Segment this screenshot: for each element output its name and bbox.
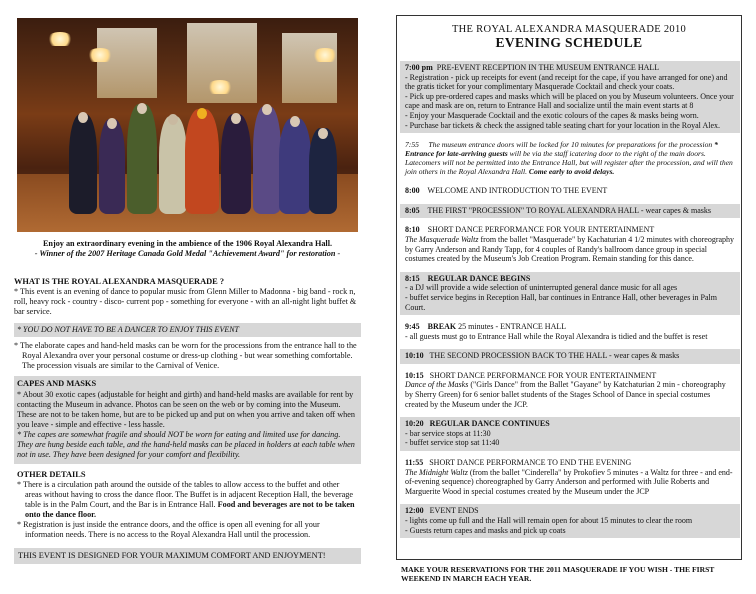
figure-head (78, 112, 88, 123)
masquerade-photo (17, 18, 358, 232)
schedule-item-1155 (400, 456, 740, 499)
figure-head (318, 128, 328, 139)
schedule-line: - Enjoy your Masquerade Cocktail and the exotic colours of the capes & masks being worn. (405, 110, 699, 120)
right-column (396, 15, 742, 581)
costumed-figure (253, 106, 281, 214)
schedule-time: 7:55 (405, 140, 419, 150)
costumed-figure (99, 119, 125, 214)
costumed-figure (185, 109, 219, 214)
schedule-line: - buffet service stop sat 11:40 (405, 438, 500, 448)
performance-title: Dance of the Masks (405, 380, 469, 390)
reservation-footer: MAKE YOUR RESERVATIONS FOR THE 2011 MASQUERADE IF YOU WISH - THE FIRST WEEKEND IN MARCH EACH YEAR. (401, 565, 715, 583)
schedule-time: 7:00 pm (405, 63, 433, 72)
schedule-event: REGULAR DANCE CONTINUES (429, 419, 550, 429)
schedule-title: THE ROYAL ALEXANDRA MASQUERADE 2010 (451, 24, 687, 35)
schedule-time: 8:00 (405, 186, 420, 196)
schedule-line: - Pick up pre-ordered capes and masks which will be placed on you by Museum volunteers. Once your cape and mask are on, return to Entrance Hall and socialize until the main event starts at 8 (405, 91, 734, 111)
schedule-line: - lights come up full and the Hall will remain open for about 15 minutes to clear the room (405, 516, 693, 525)
capes-intro: * The elaborate capes and hand-held masks can be worn for the processions from the entrance hall to the Royal Alexandra over your personal costume or dress-up clothing - but wear something comfortable. The procession visuals are similar to the Carnival of Venice. (14, 341, 357, 371)
comfort-banner: THIS EVENT IS DESIGNED FOR YOUR MAXIMUM COMFORT AND ENJOYMENT! (14, 548, 361, 564)
schedule-item-1200 (400, 504, 740, 538)
capes-section (14, 376, 361, 463)
other-detail-1-bold: Food and beverages are not to be taken onto the dance floor. (25, 499, 355, 519)
costumed-figure (159, 116, 187, 214)
schedule-event: REGULAR DANCE BEGINS (427, 273, 531, 283)
other-detail-1-text: * There is a circulation path around the outside of the tables to allow access to the buffet and other areas without having to cross the dance floor. The Buffet is in adjacent Reception Hall, the beverage table is in the Palm Court, and the Bar is in Entrance Hall. (17, 479, 353, 509)
schedule-time: 10:10 (405, 351, 424, 361)
schedule-event: WELCOME AND INTRODUCTION TO THE EVENT (427, 186, 608, 196)
left-column (14, 18, 361, 564)
schedule-time: 9:45 (405, 322, 420, 332)
schedule-line: - Purchase bar tickets & check the assigned table seating chart for your location in the Royal Alex. (405, 120, 721, 130)
come-early-note: Come early to avoid delays. (528, 167, 615, 177)
costumed-figure (127, 104, 157, 214)
schedule-line: - Guests return capes and masks and pick up coats (405, 525, 566, 535)
other-detail-2: * Registration is just inside the entrance doors, and the office is open all evening for all your information needs. There is no access to the Royal Alexandra Hall until the procession. (17, 519, 320, 539)
schedule-event-detail: 25 minutes - ENTRANCE HALL (458, 322, 567, 332)
chandelier (87, 48, 113, 62)
late-entrance-label: * Entrance for late-arriving guests (405, 140, 718, 159)
schedule-event: EVENT ENDS (429, 506, 479, 516)
capes-italic-note: * The capes are somewhat fragile and should NOT be worn for eating and limited use for dancing. They are hung beside each table, and the hand-held masks can be placed in holders at each table when not in use. They have been designed for your comfort and flexibility. (17, 429, 355, 459)
late-note: The museum entrance doors will be locked for 10 minutes for preparations for the procession (428, 140, 713, 150)
photo-window (282, 33, 337, 103)
capes-text: * About 30 exotic capes (adjustable for height and girth) and hand-held masks are available for rent by contacting the Museum in advance. Photos can be seen on the web or by coming into the Museum. These are not to be taken home, but are to be picked up and put on when you arrive and taken off when you leave - simple and effective - less hassle. (17, 389, 355, 429)
figure-head (137, 103, 147, 114)
performance-title: The Masquerade Waltz (405, 234, 479, 244)
performance-text: ("Girls Dance" from the Ballet "Gayane" by Katchaturian 2 min - choreography by Sherry Green) for 6 senior ballet students of the Stages School of Dance in special costumes created by the Museum under the JCP. (405, 380, 726, 409)
schedule-event: SHORT DANCE PERFORMANCE TO END THE EVENING (429, 458, 632, 468)
schedule-time: 11:55 (405, 458, 424, 468)
capes-heading: CAPES AND MASKS (17, 379, 97, 389)
costumed-figure (309, 128, 337, 214)
what-section (14, 277, 361, 317)
schedule-item-755 (400, 138, 740, 179)
schedule-line: - Registration - pick up receipts for event (and receipt for the cape, if you have arranged for one) and the gratis ticket for your complimentary Masquerade Cocktail and check your coats. (405, 72, 728, 92)
figure-head (107, 118, 117, 129)
schedule-line: - bar service stops at 11:30 (405, 428, 491, 438)
what-heading: WHAT IS THE ROYAL ALEXANDRA MASQUERADE ? (14, 277, 225, 286)
schedule-event: THE SECOND PROCESSION BACK TO THE HALL - wear capes & masks (429, 351, 680, 361)
schedule-item-945 (400, 320, 740, 344)
schedule-event: SHORT DANCE PERFORMANCE FOR YOUR ENTERTAINMENT (429, 370, 657, 380)
other-heading: OTHER DETAILS (17, 469, 86, 479)
photo-caption: Enjoy an extraordinary evening in the ambience of the 1906 Royal Alexandra Hall. (42, 239, 333, 248)
figure-head (197, 108, 207, 119)
performance-title: The Midnight Waltz (405, 467, 468, 477)
schedule-line: - buffet service begins in Reception Hall, bar continues in Entrance Hall, other beverages in Palm Court. (405, 292, 717, 312)
schedule-time: 8:05 (405, 205, 420, 215)
schedule-item-1010 (400, 349, 740, 364)
award-caption: - Winner of the 2007 Heritage Canada Gold Medal "Achievement Award" for restoration - (34, 249, 341, 258)
dancer-note: * YOU DO NOT HAVE TO BE A DANCER TO ENJOY THIS EVENT (14, 323, 361, 337)
schedule-event: PRE-EVENT RECEPTION IN THE MUSEUM ENTRANCE HALL (436, 63, 660, 72)
schedule-item-810 (400, 223, 740, 266)
costumed-figure (69, 114, 97, 214)
schedule-event: BREAK (427, 322, 457, 332)
costumed-figure (279, 118, 311, 214)
performance-text: from the ballet "Masquerade" by Kachaturian 4 1/2 minutes with choreography by Garry Anderson and Randy Tapp, for 4 couples of Randy's ballroom dance group in special costumes created by the Museum's Job Creation Program. Remain standing for this dance. (405, 234, 735, 264)
schedule-time: 8:10 (405, 225, 420, 235)
other-detail-1 (17, 480, 358, 520)
schedule-item-700 (400, 61, 740, 133)
chandelier (207, 80, 233, 94)
figure-head (168, 114, 178, 125)
schedule-event: SHORT DANCE PERFORMANCE FOR YOUR ENTERTAINMENT (427, 225, 655, 235)
schedule-event: THE FIRST "PROCESSION" TO ROYAL ALEXANDRA HALL - wear capes & masks (427, 205, 712, 215)
other-section (14, 470, 361, 540)
schedule-item-815 (400, 272, 740, 315)
figure-head (262, 104, 272, 115)
schedule-item-805 (400, 204, 740, 219)
schedule-time: 8:15 (405, 273, 420, 283)
chandelier (47, 32, 73, 46)
chandelier (312, 48, 338, 62)
figure-head (231, 113, 241, 124)
costumed-figure (221, 114, 251, 214)
schedule-item-1015 (400, 369, 740, 412)
schedule-item-800 (400, 184, 740, 199)
what-text: * This event is an evening of dance to popular music from Glenn Miller to Madonna - big band - rock n, roll, heavy rock - country - disco- current pop - something for everyone - with an all-night light buffet & bar service. (14, 287, 357, 317)
schedule-line: - all guests must go to Entrance Hall while the Royal Alexandra is tidied and the buffet is reset (405, 331, 708, 341)
figure-head (290, 116, 300, 127)
schedule-list (400, 61, 740, 543)
photo-window (97, 28, 157, 98)
schedule-time: 10:20 (405, 419, 424, 429)
schedule-box (396, 15, 742, 560)
late-entrance-text: will be via the staff icatering door to the right of the main doors. Latecomers will not be permitted into the Entrance Hall, but will register after the procession, and will then join others in the Royal Alexandra Hall. (405, 149, 733, 177)
schedule-line: - a DJ will provide a wide selection of uninterrupted general dance music for all ages (405, 283, 678, 293)
schedule-time: 12:00 (405, 506, 424, 516)
performance-text: (from the ballet "Cinderella" by Prokofiev 5 minutes - a Waltz for three - and end-of-evening sequence) choreographed by Garry Anderson and performed with Julie Roberts and Marguerite Wood in special costumes created by the Museum under the JCP (405, 467, 733, 496)
schedule-heading: EVENING SCHEDULE (495, 35, 643, 50)
schedule-item-1020 (400, 417, 740, 451)
schedule-time: 10:15 (405, 370, 424, 380)
